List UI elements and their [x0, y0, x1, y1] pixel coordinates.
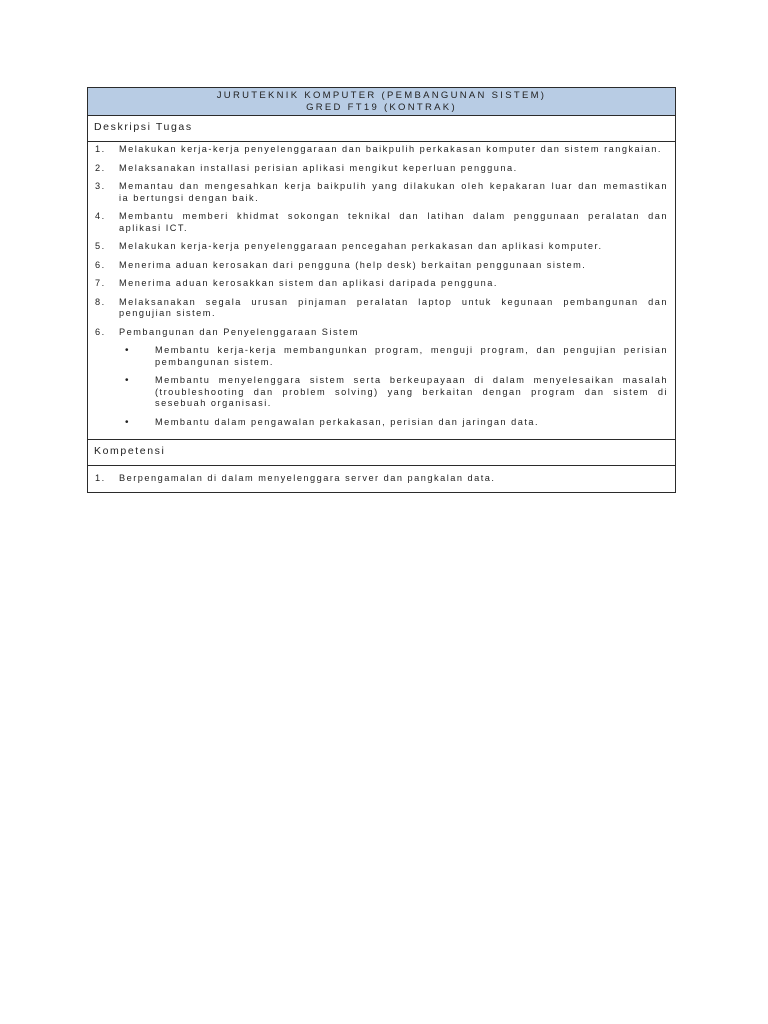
- list-item: [95, 181, 668, 204]
- list-item: [95, 260, 668, 272]
- bullet-icon: •: [125, 416, 131, 428]
- sub-item-text: Membantu dalam pengawalan perkakasan, perisian dan jaringan data.: [155, 416, 540, 427]
- list-item: [95, 163, 668, 175]
- bullet-icon: •: [125, 375, 131, 386]
- sub-list-item: [95, 375, 668, 410]
- list-item: [95, 327, 668, 339]
- item-number: 3.: [95, 181, 106, 191]
- job-description-table: [87, 87, 676, 493]
- sub-list-item: [95, 417, 668, 429]
- job-grade: GRED FT19 (KONTRAK): [306, 102, 457, 113]
- item-text: Menerima aduan kerosakan dari pengguna (help desk) berkaitan penggunaan sistem.: [119, 259, 587, 270]
- item-text: Menerima aduan kerosakkan sistem dan aplikasi daripada pengguna.: [119, 278, 498, 288]
- list-item: [95, 278, 668, 290]
- list-item: [95, 144, 668, 156]
- kompetensi-heading: Kompetensi: [88, 440, 675, 466]
- sub-item-text: Membantu menyelenggara sistem serta berkeupayaan di dalam menyelesaikan masalah (troubleshooting dan problem solving) yang berkaitan dengan program dan sistem di sesebuah organisasi.: [155, 375, 668, 408]
- kompetensi-list: [88, 466, 675, 492]
- item-number: 5.: [95, 241, 106, 251]
- list-item: [95, 211, 668, 234]
- item-number: 6.: [95, 326, 106, 337]
- item-text: Melaksanakan installasi perisian aplikasi mengikut keperluan pengguna.: [119, 162, 518, 173]
- job-title: JURUTEKNIK KOMPUTER (PEMBANGUNAN SISTEM): [216, 90, 547, 101]
- item-text: Melaksanakan segala urusan pinjaman peralatan laptop untuk kegunaan pembangunan dan pengujian sistem.: [119, 296, 668, 318]
- list-item: [95, 473, 668, 485]
- table-header: [88, 88, 675, 116]
- item-number: 4.: [95, 211, 106, 221]
- list-item: [95, 241, 668, 253]
- item-text: Memantau dan mengesahkan kerja baikpulih yang dilakukan oleh kepakaran luar dan memastikan ia bertungsi dengan baik.: [119, 181, 668, 203]
- item-number: 6.: [95, 259, 106, 270]
- item-text: Melakukan kerja-kerja penyelenggaraan dan baikpulih perkakasan komputer dan sistem rangkaian.: [119, 144, 662, 154]
- item-number: 7.: [95, 278, 106, 288]
- item-text: Berpengamalan di dalam menyelenggara server dan pangkalan data.: [119, 473, 496, 483]
- item-text: Membantu memberi khidmat sokongan teknikal dan latihan dalam penggunaan peralatan dan aplikasi ICT.: [119, 211, 668, 233]
- bullet-icon: •: [125, 345, 131, 356]
- item-number: 1.: [95, 473, 106, 483]
- deskripsi-heading: Deskripsi Tugas: [88, 116, 675, 142]
- item-text: Melakukan kerja-kerja penyelenggaraan pencegahan perkakasan dan aplikasi komputer.: [119, 241, 603, 251]
- item-text: Pembangunan dan Penyelenggaraan Sistem: [119, 326, 359, 337]
- sub-list-item: [95, 345, 668, 368]
- item-number: 8.: [95, 296, 106, 307]
- item-number: 2.: [95, 162, 106, 173]
- sub-item-text: Membantu kerja-kerja membangunkan program, menguji program, dan pengujian perisian pembangunan sistem.: [155, 345, 668, 367]
- item-number: 1.: [95, 144, 106, 154]
- list-item: [95, 297, 668, 320]
- deskripsi-list: [88, 142, 675, 440]
